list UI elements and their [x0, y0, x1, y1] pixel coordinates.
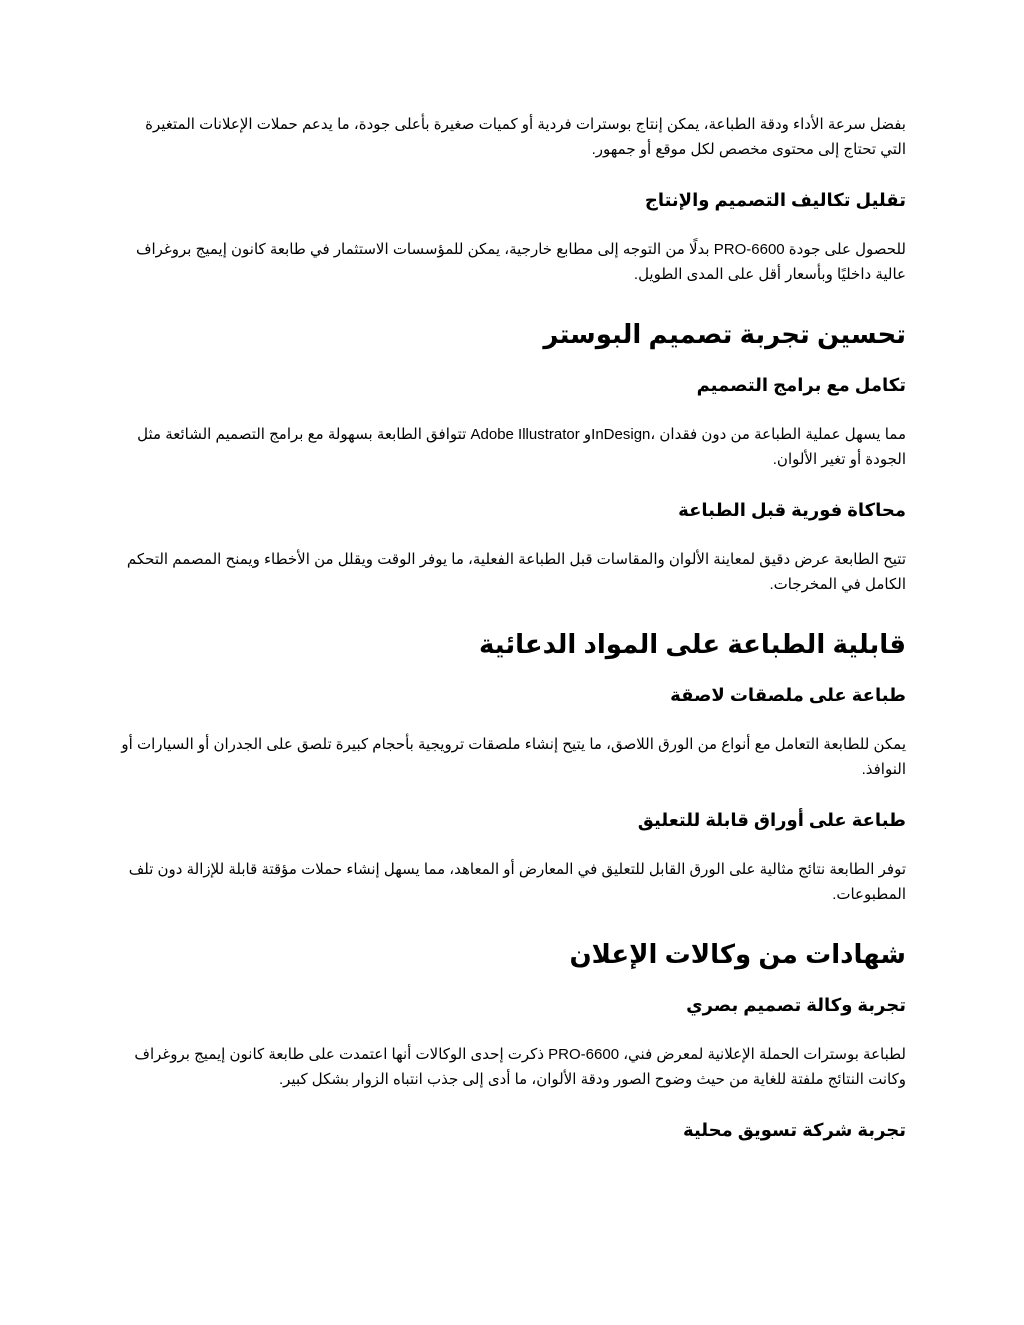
heading-reduce-costs: تقليل تكاليف التصميم والإنتاج — [644, 190, 906, 210]
heading-design-software-integration: تكامل مع برامج التصميم — [696, 375, 906, 395]
paragraph-reduce-costs: للحصول على جودة PRO-6600 بدلًا من التوجه إلى مطابع خارجية، يمكن للمؤسسات الاستثمار في طابعة كانون إيميج بروغراف عالية داخليًا وبأسعار أقل على المدى الطويل. — [135, 241, 906, 283]
heading-print-preview: محاكاة فورية قبل الطباعة — [678, 500, 906, 520]
document-page — [120, 112, 906, 1142]
heading-local-marketing-experience: تجربة شركة تسويق محلية — [683, 1120, 906, 1140]
section-heading-poster-design: تحسين تجربة تصميم البوستر — [543, 319, 906, 349]
paragraph-print-preview: تتيح الطابعة عرض دقيق لمعاينة الألوان والمقاسات قبل الطباعة الفعلية، ما يوفر الوقت ويقلل من الأخطاء ويمنح المصمم التحكم الكامل في المخرجات. — [126, 551, 906, 593]
paragraph-sticker-printing: يمكن للطابعة التعامل مع أنواع من الورق اللاصق، ما يتيح إنشاء ملصقات ترويجية بأحجام كبيرة تلصق على الجدران أو السيارات أو النوافذ. — [121, 736, 906, 778]
paragraph-visual-agency-experience: لطباعة بوسترات الحملة الإعلانية لمعرض فني، PRO-6600 ذكرت إحدى الوكالات أنها اعتمدت على طابعة كانون إيميج بروغراف وكانت النتائج ملفتة للغاية من حيث وضوح الصور ودقة الألوان، ما أدى إلى جذب انتباه الزوار بشكل كبير. — [134, 1046, 906, 1088]
heading-visual-agency-experience: تجربة وكالة تصميم بصري — [686, 995, 906, 1015]
heading-sticker-printing: طباعة على ملصقات لاصقة — [670, 685, 906, 705]
paragraph-design-software-integration: مما يسهل عملية الطباعة من دون فقدان ،InDesignو Adobe Illustrator تتوافق الطابعة بسهولة مع برامج التصميم الشائعة مثل الجودة أو تغير الألوان. — [137, 426, 906, 468]
heading-hanging-paper: طباعة على أوراق قابلة للتعليق — [637, 810, 906, 830]
paragraph-variable-campaigns: بفضل سرعة الأداء ودقة الطباعة، يمكن إنتاج بوسترات فردية أو كميات صغيرة بأعلى جودة، ما يدعم حملات الإعلانات المتغيرة التي تحتاج إلى محتوى مخصص لكل موقع أو جمهور. — [145, 116, 906, 158]
section-heading-testimonials: شهادات من وكالات الإعلان — [569, 939, 906, 969]
section-heading-promotional-materials: قابلية الطباعة على المواد الدعائية — [478, 629, 906, 659]
paragraph-hanging-paper: توفر الطابعة نتائج مثالية على الورق القابل للتعليق في المعارض أو المعاهد، مما يسهل إنشاء حملات مؤقتة قابلة للإزالة دون تلف المطبوعات. — [128, 861, 906, 903]
